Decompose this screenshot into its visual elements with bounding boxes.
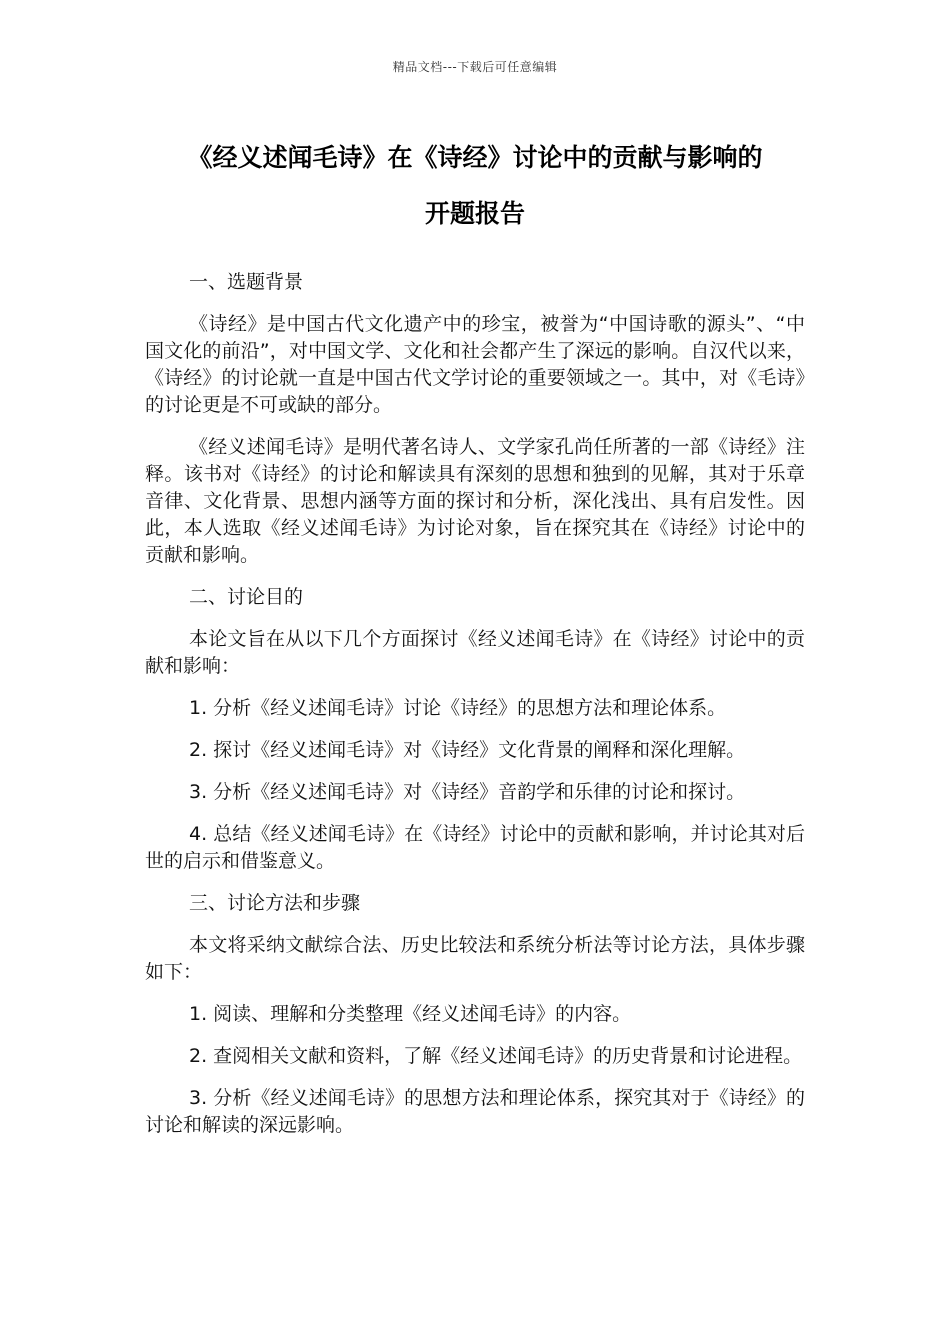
list-item-purpose-1: 1. 分析《经义述闻毛诗》讨论《诗经》的思想方法和理论体系。 xyxy=(189,697,727,719)
paragraph-background-2: 《经义述闻毛诗》是明代著名诗人、文学家孔尚任所著的一部《诗经》注释。该书对《诗经》的讨论和解读具有深刻的思想和独到的见解，其对于乐章音律、文化背景、思想内涵等方面的探讨和分析，深化浅出、具有启发性。因此，本人选取《经义述闻毛诗》为讨论对象，旨在探究其在《诗经》讨论中的贡献和影响。 xyxy=(145,436,805,566)
list-item-purpose-2: 2. 探讨《经义述闻毛诗》对《诗经》文化背景的阐释和深化理解。 xyxy=(189,739,746,761)
list-item-method-1: 1. 阅读、理解和分类整理《经义述闻毛诗》的内容。 xyxy=(189,1003,632,1025)
document-title xyxy=(100,130,850,242)
section-heading-purpose: 二、讨论目的 xyxy=(189,586,304,608)
paragraph-background-1: 《诗经》是中国古代文化遗产中的珍宝，被誉为“中国诗歌的源头”、“中国文化的前沿”，对中国文学、文化和社会都产生了深远的影响。自汉代以来，《诗经》的讨论就一直是中国古代文学讨论的重要领域之一。其中，对《毛诗》的讨论更是不可或缺的部分。 xyxy=(145,313,805,416)
title-line-2: 开题报告 xyxy=(424,199,525,228)
paragraph-method-intro: 本文将采纳文献综合法、历史比较法和系统分析法等讨论方法，具体步骤如下： xyxy=(145,934,805,983)
list-item-purpose-4: 4. 总结《经义述闻毛诗》在《诗经》讨论中的贡献和影响，并讨论其对后世的启示和借鉴意义。 xyxy=(145,823,805,872)
section-heading-background: 一、选题背景 xyxy=(189,271,304,293)
title-line-1: 《经义述闻毛诗》在《诗经》讨论中的贡献与影响的 xyxy=(187,143,763,172)
document-body xyxy=(145,269,805,1154)
list-item-purpose-3: 3. 分析《经义述闻毛诗》对《诗经》音韵学和乐律的讨论和探讨。 xyxy=(189,781,746,803)
section-heading-method: 三、讨论方法和步骤 xyxy=(189,892,361,914)
list-item-method-3: 3. 分析《经义述闻毛诗》的思想方法和理论体系，探究其对于《诗经》的讨论和解读的深远影响。 xyxy=(145,1087,805,1136)
list-item-method-2: 2. 查阅相关文献和资料，了解《经义述闻毛诗》的历史背景和讨论进程。 xyxy=(189,1045,803,1067)
paragraph-purpose-intro: 本论文旨在从以下几个方面探讨《经义述闻毛诗》在《诗经》讨论中的贡献和影响： xyxy=(145,628,805,677)
header-note: 精品文档---下载后可任意编辑 xyxy=(392,60,558,74)
